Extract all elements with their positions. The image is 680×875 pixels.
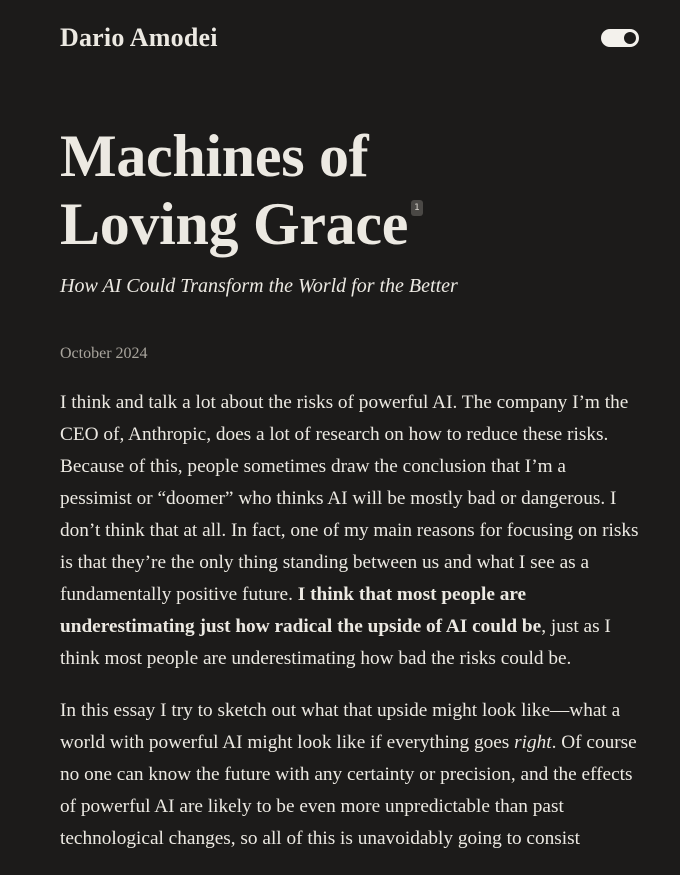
site-title-link[interactable]: Dario Amodei (60, 23, 218, 52)
site-header (60, 20, 640, 56)
paragraph-2-italic: right (514, 732, 552, 753)
theme-toggle-switch[interactable] (601, 29, 639, 47)
toggle-switch-icon (624, 32, 636, 44)
paragraph-2-text-a: In this essay I try to sketch out what that upside might look like—what a world with powerful AI might look like if everything goes (60, 700, 621, 753)
article-title (60, 122, 620, 258)
title-line-2: Loving Grace (60, 191, 409, 257)
paragraph-1 (60, 387, 640, 675)
paragraph-2-text-b: . Of course no one can know the future with any certainty or precision, and the effects of powerful AI are likely to be even more unpredictable than past technological changes, so all of this is unavoidably going to consist (60, 732, 637, 849)
publish-date: October 2024 (60, 345, 148, 362)
paragraph-1-text-b: , just as I think most people are underestimating how bad the risks could be. (60, 616, 611, 669)
title-line-1: Machines of (60, 123, 369, 189)
article-body (60, 387, 640, 875)
article-subtitle: How AI Could Transform the World for the Better (60, 275, 458, 297)
paragraph-2 (60, 695, 640, 855)
footnote-ref-1[interactable]: 1 (411, 200, 423, 216)
paragraph-1-text-a: I think and talk a lot about the risks of powerful AI. The company I’m the CEO of, Anthropic, does a lot of research on how to reduce these risks. Because of this, people sometimes draw the conclusion that I’m a pessimist or “doomer” who thinks AI will be mostly bad or dangerous. I don’t think that at all. In fact, one of my main reasons for focusing on risks is that they’re the only thing standing between us and what I see as a fundamentally positive future. (60, 392, 639, 605)
paragraph-1-bold: I think that most people are underestimating just how radical the upside of AI could be (60, 584, 542, 637)
